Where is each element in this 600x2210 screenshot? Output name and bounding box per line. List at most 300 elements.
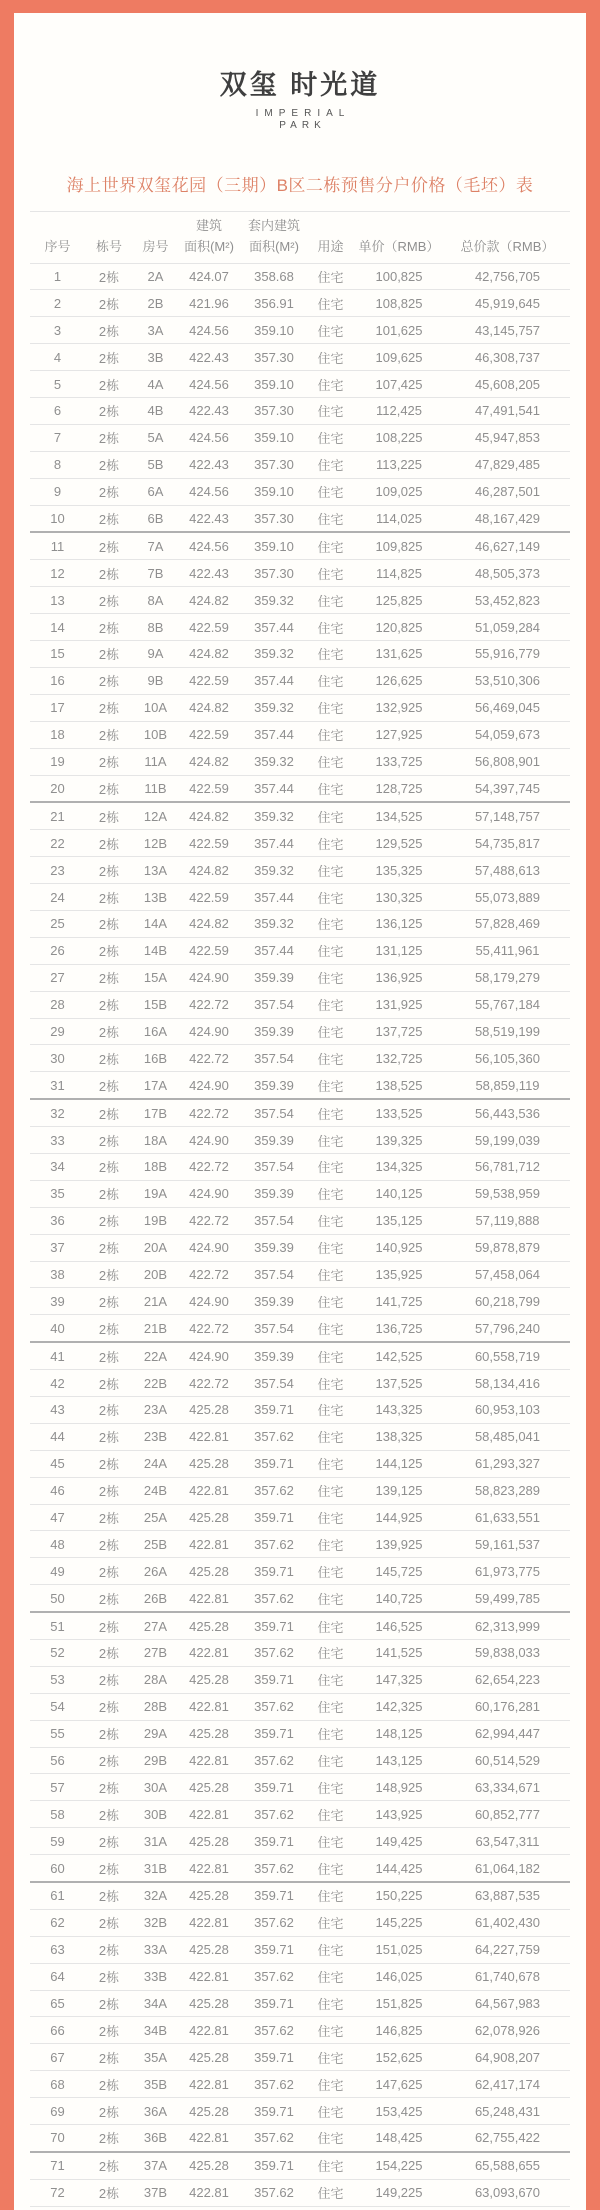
table-row: [30, 1531, 570, 1558]
cell-unit-price: 144,925: [353, 1504, 445, 1531]
cell-room: 34B: [133, 2017, 178, 2044]
cell-unit-price: 125,825: [353, 587, 445, 614]
cell-usage: 住宅: [308, 1693, 353, 1720]
cell-usage: 住宅: [308, 1153, 353, 1180]
cell-serial: 68: [30, 2071, 85, 2098]
cell-building: 2栋: [85, 991, 133, 1018]
cell-inner-area: 359.10: [240, 478, 308, 505]
cell-unit-price: 136,725: [353, 1315, 445, 1342]
cell-room: 3A: [133, 317, 178, 344]
cell-unit-price: 142,525: [353, 1342, 445, 1369]
cell-unit-price: 143,125: [353, 1747, 445, 1774]
cell-building: 2栋: [85, 1180, 133, 1207]
cell-unit-price: 131,125: [353, 937, 445, 964]
cell-building: 2栋: [85, 1936, 133, 1963]
cell-unit-price: 120,825: [353, 614, 445, 641]
table-row: [30, 641, 570, 668]
cell-build-area: 422.81: [178, 2017, 240, 2044]
cell-inner-area: 359.71: [240, 1828, 308, 1855]
cell-room: 28A: [133, 1666, 178, 1693]
table-row: [30, 1099, 570, 1126]
col-header-building: 栋号: [85, 235, 133, 264]
cell-build-area: 422.81: [178, 1693, 240, 1720]
cell-usage: 住宅: [308, 775, 353, 802]
price-table-body: [30, 263, 570, 2206]
cell-total-price: 65,588,655: [445, 2152, 570, 2179]
cell-unit-price: 148,925: [353, 1774, 445, 1801]
table-row: [30, 2125, 570, 2152]
cell-serial: 43: [30, 1396, 85, 1423]
cell-total-price: 64,567,983: [445, 1990, 570, 2017]
cell-build-area: 422.72: [178, 991, 240, 1018]
cell-building: 2栋: [85, 1774, 133, 1801]
cell-inner-area: 357.54: [240, 1153, 308, 1180]
cell-inner-area: 357.30: [240, 344, 308, 371]
cell-build-area: 424.56: [178, 371, 240, 398]
cell-inner-area: 357.54: [240, 1207, 308, 1234]
table-row: [30, 937, 570, 964]
cell-room: 27B: [133, 1640, 178, 1667]
cell-inner-area: 359.32: [240, 748, 308, 775]
cell-build-area: 425.28: [178, 2044, 240, 2071]
cell-usage: 住宅: [308, 1774, 353, 1801]
cell-serial: 34: [30, 1153, 85, 1180]
cell-usage: 住宅: [308, 2017, 353, 2044]
cell-serial: 18: [30, 721, 85, 748]
cell-unit-price: 131,925: [353, 991, 445, 1018]
cell-usage: 住宅: [308, 1558, 353, 1585]
cell-usage: 住宅: [308, 1072, 353, 1099]
cell-unit-price: 108,825: [353, 290, 445, 317]
cell-inner-area: 359.71: [240, 1720, 308, 1747]
table-row: [30, 1936, 570, 1963]
cell-build-area: 425.28: [178, 1450, 240, 1477]
cell-unit-price: 139,325: [353, 1127, 445, 1154]
cell-building: 2栋: [85, 2071, 133, 2098]
cell-usage: 住宅: [308, 667, 353, 694]
cell-serial: 64: [30, 1963, 85, 1990]
cell-total-price: 63,547,311: [445, 1828, 570, 1855]
cell-unit-price: 142,325: [353, 1693, 445, 1720]
cell-room: 12B: [133, 830, 178, 857]
cell-build-area: 422.81: [178, 1531, 240, 1558]
cell-room: 18A: [133, 1127, 178, 1154]
cell-inner-area: 357.54: [240, 1045, 308, 1072]
cell-building: 2栋: [85, 1504, 133, 1531]
cell-building: 2栋: [85, 1666, 133, 1693]
cell-total-price: 65,248,431: [445, 2098, 570, 2125]
table-row: [30, 830, 570, 857]
brand-logo-english-line2: PARK: [279, 119, 326, 131]
cell-usage: 住宅: [308, 2179, 353, 2206]
cell-build-area: 424.82: [178, 857, 240, 884]
table-row: [30, 2044, 570, 2071]
cell-build-area: 422.81: [178, 1585, 240, 1612]
cell-inner-area: 357.44: [240, 937, 308, 964]
table-row: [30, 614, 570, 641]
cell-building: 2栋: [85, 2152, 133, 2179]
cell-building: 2栋: [85, 748, 133, 775]
price-sheet-card: [14, 13, 586, 2210]
cell-room: 7A: [133, 532, 178, 559]
cell-total-price: 45,608,205: [445, 371, 570, 398]
cell-total-price: 58,823,289: [445, 1477, 570, 1504]
cell-serial: 49: [30, 1558, 85, 1585]
cell-total-price: 46,627,149: [445, 532, 570, 559]
cell-building: 2栋: [85, 317, 133, 344]
cell-total-price: 64,227,759: [445, 1936, 570, 1963]
cell-inner-area: 359.71: [240, 2044, 308, 2071]
table-row: [30, 1396, 570, 1423]
table-row: [30, 532, 570, 559]
cell-usage: 住宅: [308, 478, 353, 505]
cell-unit-price: 135,325: [353, 857, 445, 884]
cell-serial: 31: [30, 1072, 85, 1099]
cell-usage: 住宅: [308, 1963, 353, 1990]
cell-build-area: 422.81: [178, 1640, 240, 1667]
cell-unit-price: 138,525: [353, 1072, 445, 1099]
cell-build-area: 425.28: [178, 1396, 240, 1423]
cell-inner-area: 359.39: [240, 1180, 308, 1207]
cell-unit-price: 135,925: [353, 1261, 445, 1288]
cell-serial: 46: [30, 1477, 85, 1504]
brand-logo-english-line1: IMPERIAL: [255, 107, 351, 119]
cell-total-price: 48,167,429: [445, 505, 570, 532]
cell-inner-area: 359.10: [240, 424, 308, 451]
table-row: [30, 1153, 570, 1180]
cell-usage: 住宅: [308, 344, 353, 371]
cell-room: 5A: [133, 424, 178, 451]
cell-build-area: 422.72: [178, 1099, 240, 1126]
cell-serial: 30: [30, 1045, 85, 1072]
price-table-header: [30, 211, 570, 263]
cell-build-area: 422.59: [178, 830, 240, 857]
cell-build-area: 424.56: [178, 478, 240, 505]
table-row: [30, 1909, 570, 1936]
cell-usage: 住宅: [308, 1018, 353, 1045]
cell-room: 36A: [133, 2098, 178, 2125]
cell-building: 2栋: [85, 1045, 133, 1072]
cell-build-area: 425.28: [178, 1666, 240, 1693]
cell-total-price: 51,059,284: [445, 614, 570, 641]
cell-serial: 45: [30, 1450, 85, 1477]
cell-inner-area: 359.71: [240, 1396, 308, 1423]
cell-serial: 2: [30, 290, 85, 317]
cell-serial: 61: [30, 1882, 85, 1909]
cell-building: 2栋: [85, 560, 133, 587]
table-row: [30, 721, 570, 748]
cell-inner-area: 357.30: [240, 398, 308, 425]
table-row: [30, 1720, 570, 1747]
cell-unit-price: 138,325: [353, 1423, 445, 1450]
cell-inner-area: 357.62: [240, 1531, 308, 1558]
cell-inner-area: 357.54: [240, 1099, 308, 1126]
brand-logo: [14, 71, 586, 131]
cell-inner-area: 357.62: [240, 2179, 308, 2206]
cell-building: 2栋: [85, 1558, 133, 1585]
cell-building: 2栋: [85, 263, 133, 290]
cell-serial: 53: [30, 1666, 85, 1693]
cell-usage: 住宅: [308, 317, 353, 344]
cell-building: 2栋: [85, 1693, 133, 1720]
cell-unit-price: 109,625: [353, 344, 445, 371]
cell-inner-area: 357.62: [240, 1909, 308, 1936]
cell-room: 27A: [133, 1612, 178, 1639]
cell-usage: 住宅: [308, 1261, 353, 1288]
cell-usage: 住宅: [308, 2125, 353, 2152]
cell-inner-area: 359.71: [240, 1504, 308, 1531]
cell-serial: 70: [30, 2125, 85, 2152]
cell-building: 2栋: [85, 1018, 133, 1045]
table-row: [30, 1127, 570, 1154]
cell-serial: 41: [30, 1342, 85, 1369]
table-row: [30, 1504, 570, 1531]
cell-usage: 住宅: [308, 1612, 353, 1639]
cell-total-price: 60,953,103: [445, 1396, 570, 1423]
cell-build-area: 424.90: [178, 1342, 240, 1369]
cell-unit-price: 146,525: [353, 1612, 445, 1639]
cell-room: 22B: [133, 1370, 178, 1397]
cell-usage: 住宅: [308, 614, 353, 641]
cell-total-price: 59,538,959: [445, 1180, 570, 1207]
cell-building: 2栋: [85, 290, 133, 317]
cell-inner-area: 359.32: [240, 910, 308, 937]
cell-building: 2栋: [85, 1855, 133, 1882]
table-row: [30, 1693, 570, 1720]
cell-total-price: 63,093,670: [445, 2179, 570, 2206]
cell-room: 19B: [133, 1207, 178, 1234]
cell-serial: 58: [30, 1801, 85, 1828]
cell-inner-area: 359.71: [240, 1990, 308, 2017]
cell-room: 15A: [133, 964, 178, 991]
table-row: [30, 1477, 570, 1504]
cell-room: 30B: [133, 1801, 178, 1828]
cell-building: 2栋: [85, 532, 133, 559]
table-row: [30, 991, 570, 1018]
cell-inner-area: 357.54: [240, 1261, 308, 1288]
cell-inner-area: 359.71: [240, 2152, 308, 2179]
cell-total-price: 57,458,064: [445, 1261, 570, 1288]
cell-building: 2栋: [85, 775, 133, 802]
cell-total-price: 55,767,184: [445, 991, 570, 1018]
table-row: [30, 2071, 570, 2098]
cell-inner-area: 357.62: [240, 1640, 308, 1667]
cell-unit-price: 135,125: [353, 1207, 445, 1234]
cell-building: 2栋: [85, 2125, 133, 2152]
cell-serial: 50: [30, 1585, 85, 1612]
cell-building: 2栋: [85, 451, 133, 478]
cell-room: 24A: [133, 1450, 178, 1477]
cell-build-area: 425.28: [178, 1558, 240, 1585]
cell-inner-area: 359.39: [240, 1072, 308, 1099]
cell-total-price: 60,176,281: [445, 1693, 570, 1720]
cell-total-price: 54,397,745: [445, 775, 570, 802]
cell-building: 2栋: [85, 371, 133, 398]
cell-build-area: 425.28: [178, 1990, 240, 2017]
cell-build-area: 422.59: [178, 775, 240, 802]
table-row: [30, 2098, 570, 2125]
cell-unit-price: 139,925: [353, 1531, 445, 1558]
cell-inner-area: 357.54: [240, 1370, 308, 1397]
cell-inner-area: 356.91: [240, 290, 308, 317]
cell-inner-area: 357.62: [240, 1855, 308, 1882]
cell-building: 2栋: [85, 830, 133, 857]
cell-building: 2栋: [85, 641, 133, 668]
cell-unit-price: 141,725: [353, 1288, 445, 1315]
cell-inner-area: 357.62: [240, 1801, 308, 1828]
cell-room: 15B: [133, 991, 178, 1018]
cell-inner-area: 357.44: [240, 721, 308, 748]
cell-total-price: 58,485,041: [445, 1423, 570, 1450]
table-row: [30, 1612, 570, 1639]
cell-usage: 住宅: [308, 371, 353, 398]
cell-room: 16A: [133, 1018, 178, 1045]
cell-building: 2栋: [85, 857, 133, 884]
cell-serial: 71: [30, 2152, 85, 2179]
cell-usage: 住宅: [308, 2152, 353, 2179]
cell-unit-price: 101,625: [353, 317, 445, 344]
cell-inner-area: 357.44: [240, 884, 308, 911]
cell-building: 2栋: [85, 1612, 133, 1639]
cell-room: 10A: [133, 694, 178, 721]
cell-room: 3B: [133, 344, 178, 371]
cell-room: 11A: [133, 748, 178, 775]
cell-build-area: 424.90: [178, 1180, 240, 1207]
cell-total-price: 61,293,327: [445, 1450, 570, 1477]
cell-room: 34A: [133, 1990, 178, 2017]
cell-total-price: 62,078,926: [445, 2017, 570, 2044]
col-header-inner-area-line1: 套内建筑: [240, 211, 308, 234]
cell-build-area: 425.28: [178, 1882, 240, 1909]
cell-usage: 住宅: [308, 1477, 353, 1504]
cell-room: 23B: [133, 1423, 178, 1450]
cell-unit-price: 134,325: [353, 1153, 445, 1180]
cell-usage: 住宅: [308, 398, 353, 425]
price-table: [30, 211, 570, 2207]
cell-usage: 住宅: [308, 910, 353, 937]
cell-room: 6A: [133, 478, 178, 505]
cell-usage: 住宅: [308, 964, 353, 991]
cell-total-price: 59,838,033: [445, 1640, 570, 1667]
cell-room: 9A: [133, 641, 178, 668]
cell-usage: 住宅: [308, 884, 353, 911]
cell-unit-price: 137,525: [353, 1370, 445, 1397]
cell-serial: 24: [30, 884, 85, 911]
cell-total-price: 58,179,279: [445, 964, 570, 991]
cell-build-area: 422.43: [178, 505, 240, 532]
cell-build-area: 422.59: [178, 614, 240, 641]
cell-serial: 14: [30, 614, 85, 641]
cell-room: 36B: [133, 2125, 178, 2152]
cell-build-area: 422.72: [178, 1207, 240, 1234]
cell-serial: 22: [30, 830, 85, 857]
cell-building: 2栋: [85, 1990, 133, 2017]
cell-usage: 住宅: [308, 641, 353, 668]
cell-serial: 3: [30, 317, 85, 344]
table-row: [30, 1990, 570, 2017]
cell-unit-price: 148,425: [353, 2125, 445, 2152]
cell-serial: 19: [30, 748, 85, 775]
cell-usage: 住宅: [308, 290, 353, 317]
cell-inner-area: 359.71: [240, 1774, 308, 1801]
cell-building: 2栋: [85, 587, 133, 614]
cell-serial: 15: [30, 641, 85, 668]
cell-unit-price: 147,325: [353, 1666, 445, 1693]
cell-build-area: 425.28: [178, 1936, 240, 1963]
cell-room: 2B: [133, 290, 178, 317]
cell-building: 2栋: [85, 1396, 133, 1423]
cell-build-area: 422.81: [178, 1423, 240, 1450]
cell-inner-area: 359.39: [240, 964, 308, 991]
cell-inner-area: 357.30: [240, 505, 308, 532]
cell-total-price: 61,402,430: [445, 1909, 570, 1936]
cell-unit-price: 108,225: [353, 424, 445, 451]
table-row: [30, 748, 570, 775]
cell-usage: 住宅: [308, 937, 353, 964]
cell-building: 2栋: [85, 694, 133, 721]
cell-serial: 67: [30, 2044, 85, 2071]
cell-inner-area: 359.32: [240, 857, 308, 884]
cell-room: 14A: [133, 910, 178, 937]
cell-build-area: 425.28: [178, 1720, 240, 1747]
cell-serial: 33: [30, 1127, 85, 1154]
cell-build-area: 422.81: [178, 1477, 240, 1504]
cell-building: 2栋: [85, 1127, 133, 1154]
cell-build-area: 422.81: [178, 1801, 240, 1828]
cell-inner-area: 357.62: [240, 2017, 308, 2044]
cell-total-price: 59,878,879: [445, 1234, 570, 1261]
cell-total-price: 45,919,645: [445, 290, 570, 317]
cell-serial: 25: [30, 910, 85, 937]
cell-building: 2栋: [85, 1288, 133, 1315]
cell-usage: 住宅: [308, 2071, 353, 2098]
cell-total-price: 47,491,541: [445, 398, 570, 425]
cell-total-price: 56,469,045: [445, 694, 570, 721]
cell-build-area: 425.28: [178, 1612, 240, 1639]
cell-serial: 52: [30, 1640, 85, 1667]
cell-build-area: 425.28: [178, 1504, 240, 1531]
table-row: [30, 1180, 570, 1207]
cell-build-area: 422.72: [178, 1261, 240, 1288]
cell-inner-area: 358.68: [240, 263, 308, 290]
cell-building: 2栋: [85, 505, 133, 532]
cell-build-area: 422.43: [178, 560, 240, 587]
table-row: [30, 1828, 570, 1855]
cell-usage: 住宅: [308, 1801, 353, 1828]
cell-room: 19A: [133, 1180, 178, 1207]
cell-usage: 住宅: [308, 1342, 353, 1369]
cell-inner-area: 359.39: [240, 1288, 308, 1315]
cell-build-area: 424.90: [178, 964, 240, 991]
cell-serial: 21: [30, 802, 85, 829]
cell-unit-price: 128,725: [353, 775, 445, 802]
cell-build-area: 425.28: [178, 2152, 240, 2179]
cell-building: 2栋: [85, 721, 133, 748]
table-row: [30, 1261, 570, 1288]
cell-total-price: 43,145,757: [445, 317, 570, 344]
cell-inner-area: 357.62: [240, 1585, 308, 1612]
col-header-usage: 用途: [308, 235, 353, 264]
cell-serial: 42: [30, 1370, 85, 1397]
cell-build-area: 422.81: [178, 1747, 240, 1774]
cell-unit-price: 152,625: [353, 2044, 445, 2071]
cell-total-price: 57,488,613: [445, 857, 570, 884]
cell-inner-area: 359.32: [240, 694, 308, 721]
cell-usage: 住宅: [308, 1396, 353, 1423]
cell-total-price: 60,514,529: [445, 1747, 570, 1774]
cell-total-price: 60,558,719: [445, 1342, 570, 1369]
cell-build-area: 424.82: [178, 694, 240, 721]
